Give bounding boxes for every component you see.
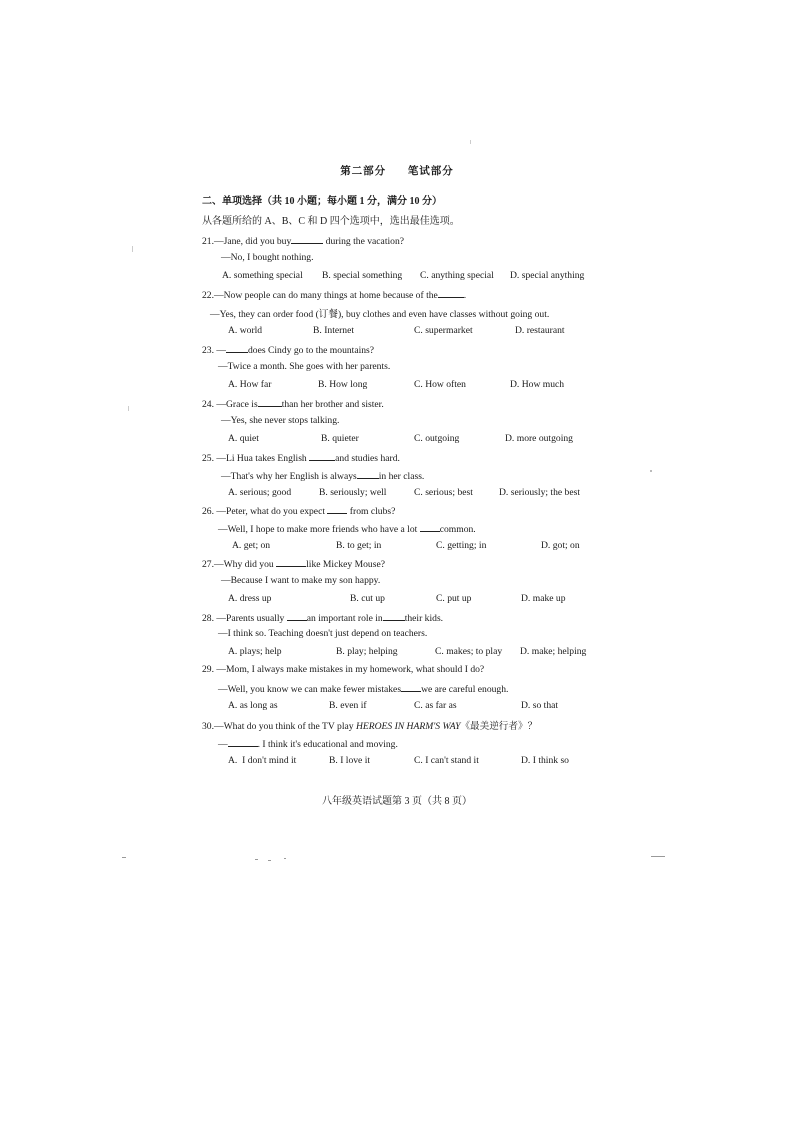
- option-25-b: B. seriously; well: [319, 487, 387, 498]
- question-number: 27.: [202, 559, 214, 570]
- reply-text: —Well, I hope to make more friends who have a lot: [218, 524, 418, 535]
- question-23: [202, 343, 374, 356]
- scan-speck: [470, 140, 471, 144]
- reply-24: —Yes, she never stops talking.: [221, 415, 340, 426]
- question-text: —Parents usually: [216, 613, 285, 624]
- question-text: —Jane, did you buy: [214, 236, 292, 247]
- option-23-b: B. How long: [318, 379, 368, 390]
- option-29-c: C. as far as: [414, 700, 457, 711]
- question-text: 《最美逆行者》？: [460, 721, 538, 732]
- question-text: —: [216, 345, 226, 356]
- scan-speck: [128, 406, 129, 411]
- reply-text: common.: [439, 524, 476, 535]
- answer-blank: [420, 522, 440, 532]
- question-text: their kids.: [404, 613, 444, 624]
- answer-blank: [291, 234, 323, 244]
- option-26-c: C. getting; in: [436, 540, 487, 551]
- option-23-c: C. How often: [414, 379, 466, 390]
- question-text: —Grace is: [216, 399, 258, 410]
- answer-blank: [401, 682, 421, 692]
- question-number: 23.: [202, 345, 214, 356]
- reply-21: —No, I bought nothing.: [221, 252, 314, 263]
- reply-30: [218, 737, 398, 750]
- answer-blank: [309, 451, 335, 461]
- scan-speck: [284, 858, 286, 859]
- option-21-a: A. something special: [222, 270, 303, 281]
- reply-text: —That's why her English is always: [221, 471, 357, 482]
- answer-blank: [228, 737, 258, 747]
- question-21: [202, 234, 404, 247]
- reply-26: [218, 522, 476, 535]
- answer-blank: [383, 611, 405, 621]
- option-23-d: D. How much: [510, 379, 565, 390]
- reply-28: —I think so. Teaching doesn't just depend on teachers.: [218, 628, 428, 639]
- question-number: 21.: [202, 236, 214, 247]
- option-22-c: C. supermarket: [414, 325, 473, 336]
- option-30-b: B. I love it: [329, 755, 371, 766]
- question-26: [202, 504, 395, 517]
- reply-22: —Yes, they can order food (订餐), buy clothes and even have classes without going out.: [210, 309, 550, 320]
- option-27-c: C. put up: [436, 593, 472, 604]
- option-26-a: A. get; on: [232, 540, 271, 551]
- answer-blank: [276, 557, 306, 567]
- scan-speck: [651, 856, 665, 857]
- scan-speck: [268, 860, 271, 861]
- reply-23: —Twice a month. She goes with her parents.: [218, 361, 391, 372]
- part-heading-left: 第二部分: [340, 166, 387, 177]
- question-text: —Peter, what do you expect: [216, 506, 325, 517]
- question-text: —What do you think of the TV play: [214, 721, 356, 732]
- option-24-b: B. quieter: [321, 433, 359, 444]
- option-29-a: A. as long as: [228, 700, 278, 711]
- reply-25: [221, 469, 424, 482]
- question-number: 26.: [202, 506, 214, 517]
- section-title: 二、单项选择（共 10 小题；每小题 1 分，满分 10 分）: [202, 196, 442, 207]
- question-29: [202, 664, 484, 675]
- part-heading: [0, 163, 794, 178]
- question-number: 24.: [202, 399, 214, 410]
- question-text: an important role in: [306, 613, 383, 624]
- reply-text: —: [218, 739, 228, 750]
- reply-text: in her class.: [378, 471, 425, 482]
- answer-blank: [327, 504, 347, 514]
- option-24-c: C. outgoing: [414, 433, 460, 444]
- option-27-a: A. dress up: [228, 593, 272, 604]
- question-text: —Mom, I always make mistakes in my homework, what should I do?: [216, 664, 485, 675]
- question-text: —Li Hua takes English: [216, 453, 307, 464]
- question-25: [202, 451, 400, 464]
- answer-blank: [357, 469, 379, 479]
- option-25-d: D. seriously; the best: [499, 487, 581, 498]
- page-footer: 八年级英语试题第 3 页（共 8 页）: [322, 796, 472, 807]
- question-text: than her brother and sister.: [281, 399, 384, 410]
- option-22-b: B. Internet: [313, 325, 355, 336]
- option-26-d: D. got; on: [541, 540, 580, 551]
- scan-speck: [132, 246, 133, 252]
- question-30: [202, 718, 537, 732]
- scan-speck: [650, 470, 652, 472]
- reply-text: . I think it's educational and moving.: [257, 739, 398, 750]
- question-number: 22.: [202, 290, 214, 301]
- option-22-d: D. restaurant: [515, 325, 565, 336]
- option-30-d: D. I think so: [521, 755, 569, 766]
- scan-speck: [255, 859, 258, 860]
- option-25-a: A. serious; good: [228, 487, 292, 498]
- option-27-b: B. cut up: [350, 593, 385, 604]
- question-27: [202, 557, 385, 570]
- question-22: [202, 288, 466, 301]
- answer-blank: [258, 397, 282, 407]
- option-22-a: A. world: [228, 325, 263, 336]
- reply-text: we are careful enough.: [421, 684, 509, 695]
- scan-speck: [122, 857, 126, 858]
- option-21-c: C. anything special: [420, 270, 494, 281]
- tv-play-title: HEROES IN HARM'S WAY: [355, 721, 461, 732]
- option-28-c: C. makes; to play: [435, 646, 503, 657]
- option-24-d: D. more outgoing: [505, 433, 573, 444]
- question-number: 28.: [202, 613, 214, 624]
- option-28-b: B. play; helping: [336, 646, 398, 657]
- option-21-d: D. special anything: [510, 270, 585, 281]
- option-23-a: A. How far: [228, 379, 272, 390]
- instructions: 从各题所给的 A、B、C 和 D 四个选项中，选出最佳选项。: [202, 216, 460, 227]
- option-26-b: B. to get; in: [336, 540, 382, 551]
- option-30-c: C. I can't stand it: [414, 755, 479, 766]
- answer-blank: [438, 288, 464, 298]
- question-number: 29.: [202, 664, 214, 675]
- option-25-c: C. serious; best: [414, 487, 473, 498]
- question-number: 30.: [202, 721, 214, 732]
- option-30-a: A. I don't mind it: [228, 755, 297, 766]
- reply-text: —Well, you know we can make fewer mistakes: [218, 684, 402, 695]
- question-text: during the vacation?: [323, 236, 404, 247]
- option-29-d: D. so that: [521, 700, 559, 711]
- answer-blank: [226, 343, 248, 353]
- question-24: [202, 397, 384, 410]
- option-21-b: B. special something: [322, 270, 403, 281]
- option-24-a: A. quiet: [228, 433, 259, 444]
- option-27-d: D. make up: [521, 593, 566, 604]
- part-heading-right: 笔试部分: [407, 166, 454, 177]
- question-text: like Mickey Mouse?: [306, 559, 385, 570]
- question-text: and studies hard.: [335, 453, 400, 464]
- question-text: does Cindy go to the mountains?: [248, 345, 375, 356]
- option-29-b: B. even if: [329, 700, 367, 711]
- question-28: [202, 611, 443, 624]
- question-text: from clubs?: [347, 506, 396, 517]
- option-28-a: A. plays; help: [228, 646, 282, 657]
- reply-27: —Because I want to make my son happy.: [221, 575, 381, 586]
- reply-29: [218, 682, 508, 695]
- question-number: 25.: [202, 453, 214, 464]
- answer-blank: [287, 611, 307, 621]
- question-text: —Why did you: [214, 559, 274, 570]
- option-28-d: D. make; helping: [520, 646, 587, 657]
- question-text: —Now people can do many things at home because of the: [214, 290, 438, 301]
- question-text: .: [463, 290, 467, 301]
